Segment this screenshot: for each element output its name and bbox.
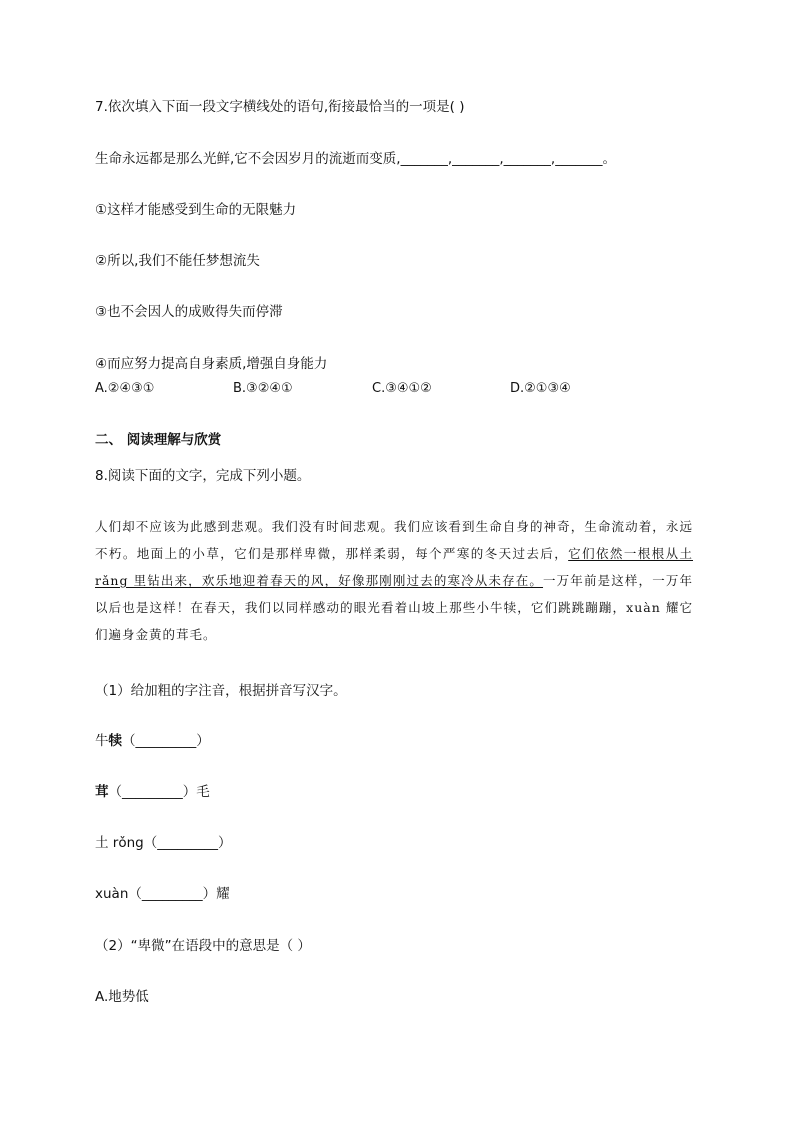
q8-stem: 8.阅读下面的文字，完成下列小题。 <box>95 468 311 484</box>
passage-underlined-sentence: 它们依然一根根从土 rǎng 里钻出来，欢乐地迎着春天的风，好像那刚刚过去的寒冷从未存在。 <box>95 546 693 588</box>
answer-blank[interactable]: （_________） <box>128 886 217 902</box>
q7-item-4: ④而应努力提高自身素质,增强自身能力 <box>95 356 328 372</box>
answer-blank[interactable]: （_________） <box>122 733 210 749</box>
q8-sub2-option-a: A.地势低 <box>95 989 149 1005</box>
q8-sub1-prompt: （1）给加粗的字注音，根据拼音写汉字。 <box>95 683 347 699</box>
q7-item-2: ②所以,我们不能任梦想流失 <box>95 253 260 269</box>
item-text: 土 rǒng <box>95 835 144 851</box>
q8-sub1-item-3 <box>95 834 231 852</box>
section-heading: 二、 阅读理解与欣赏 <box>95 432 222 448</box>
passage-text-2: 一万年前是这样，一万年以后也是这样！在春天，我们以同样感动的眼光看着山坡上那些小牛犊，它们跳跳蹦蹦，xuàn 耀它们遍身金黄的茸毛。 <box>95 573 693 642</box>
q8-sub1-item-1 <box>95 732 210 750</box>
bold-char: 犊 <box>108 733 122 749</box>
q8-sub1-item-4 <box>95 885 230 903</box>
q7-option-d: D.②①③④ <box>510 381 571 396</box>
q7-item-3: ③也不会因人的成败得失而停滞 <box>95 304 283 320</box>
bold-char: 茸 <box>95 784 109 800</box>
q7-sentence: 生命永远都是那么光鲜,它不会因岁月的流逝而变质,_______,_______,_______,_______。 <box>95 151 616 167</box>
item-text: 耀 <box>216 886 230 902</box>
q8-sub2-prompt: （2）“卑微”在语段中的意思是（ ） <box>95 938 311 954</box>
q7-item-1: ①这样才能感受到生命的无限魅力 <box>95 202 297 218</box>
item-text: 毛 <box>196 784 210 800</box>
answer-blank[interactable]: （_________） <box>143 835 232 851</box>
q7-option-c: C.③④①② <box>372 381 432 396</box>
reading-passage <box>95 513 693 648</box>
item-text: 牛 <box>95 733 109 749</box>
q8-sub1-item-2 <box>95 783 210 801</box>
answer-blank[interactable]: （_________） <box>108 784 197 800</box>
q7-option-a: A.②④③① <box>95 381 155 396</box>
q7-option-b: B.③②④① <box>233 381 293 396</box>
q7-stem: 7.依次填入下面一段文字横线处的语句,衔接最恰当的一项是( ) <box>95 99 465 115</box>
passage-text-1: 人们却不应该为此感到悲观。我们没有时间悲观。我们应该看到生命自身的神奇，生命流动着，永远不朽。地面上的小草，它们是那样卑微，那样柔弱，每个严寒的冬天过去后， <box>95 519 693 561</box>
item-text: xuàn <box>95 886 129 902</box>
